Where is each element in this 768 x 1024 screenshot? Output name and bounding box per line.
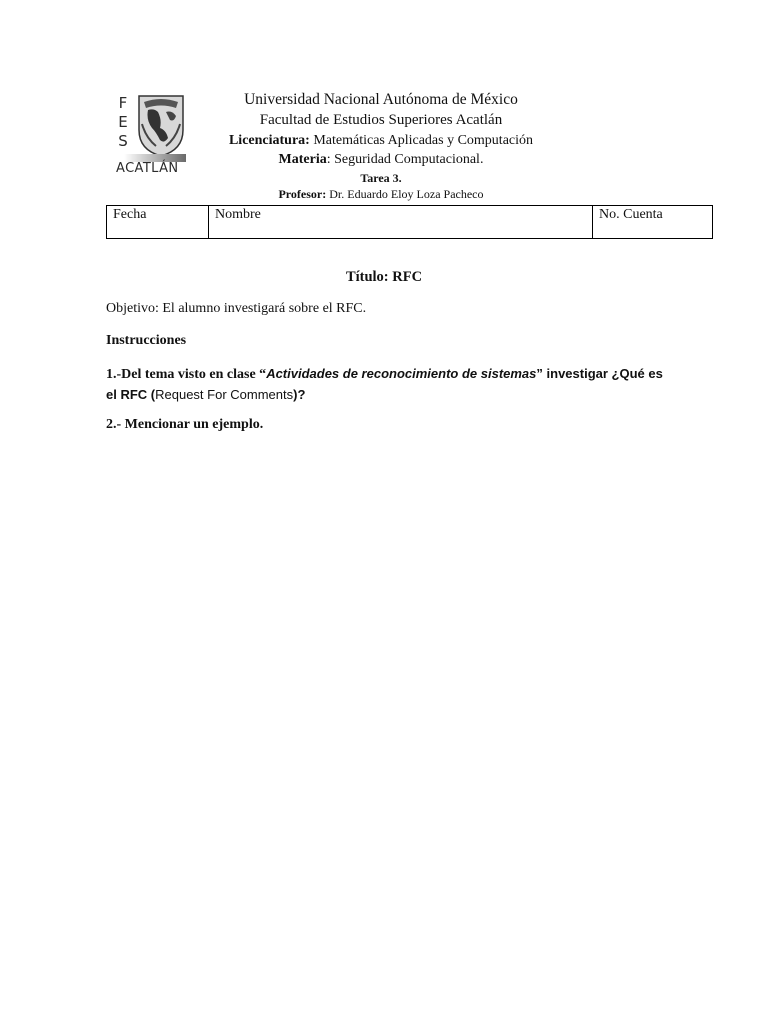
fes-letters: [116, 94, 130, 151]
q1-part2: ” investigar ¿Qué es el RFC (: [106, 366, 663, 402]
faculty-name: Facultad de Estudios Superiores Acatlán: [259, 112, 503, 128]
instructions-heading: Instrucciones: [106, 333, 187, 348]
logo-letter-f: F: [118, 94, 128, 112]
q1-plain: Request For Comments: [155, 387, 294, 402]
no-cuenta-cell[interactable]: No. Cuenta: [593, 206, 713, 239]
licenciatura-line: [200, 133, 562, 149]
assignment-number: Tarea 3.: [360, 171, 402, 185]
document-title: Título: RFC: [345, 269, 423, 285]
materia-line: [200, 152, 562, 168]
university-name: Universidad Nacional Autónoma de México: [244, 91, 518, 108]
question-2: 2.- Mencionar un ejemplo.: [106, 417, 264, 432]
q1-part1: 1.-Del tema visto en clase “: [106, 367, 267, 382]
nombre-cell[interactable]: Nombre: [209, 206, 593, 239]
materia-label: Materia: [278, 152, 327, 167]
q1-italic: Actividades de reconocimiento de sistemas: [266, 366, 537, 381]
fes-acatlan-logo: [110, 92, 190, 180]
professor-label: Profesor:: [278, 187, 327, 201]
licenciatura-value: Matemáticas Aplicadas y Computación: [309, 133, 534, 148]
fecha-cell[interactable]: Fecha: [107, 206, 209, 239]
logo-letter-s: S: [118, 132, 128, 150]
question-1: [106, 364, 666, 406]
q1-part3: )?: [293, 387, 306, 402]
unam-seal-icon: [136, 94, 186, 158]
materia-value: : Seguridad Computacional.: [326, 152, 484, 167]
professor-line: [200, 187, 562, 202]
student-info-table: [106, 205, 713, 239]
licenciatura-label: Licenciatura:: [228, 133, 310, 148]
objective-text: Objetivo: El alumno investigará sobre el RFC.: [106, 301, 367, 316]
logo-letter-e: E: [118, 113, 128, 131]
table-row: [107, 206, 713, 239]
logo-wordmark: ACATLÁN: [116, 161, 179, 176]
professor-value: Dr. Eduardo Eloy Loza Pacheco: [326, 187, 484, 201]
